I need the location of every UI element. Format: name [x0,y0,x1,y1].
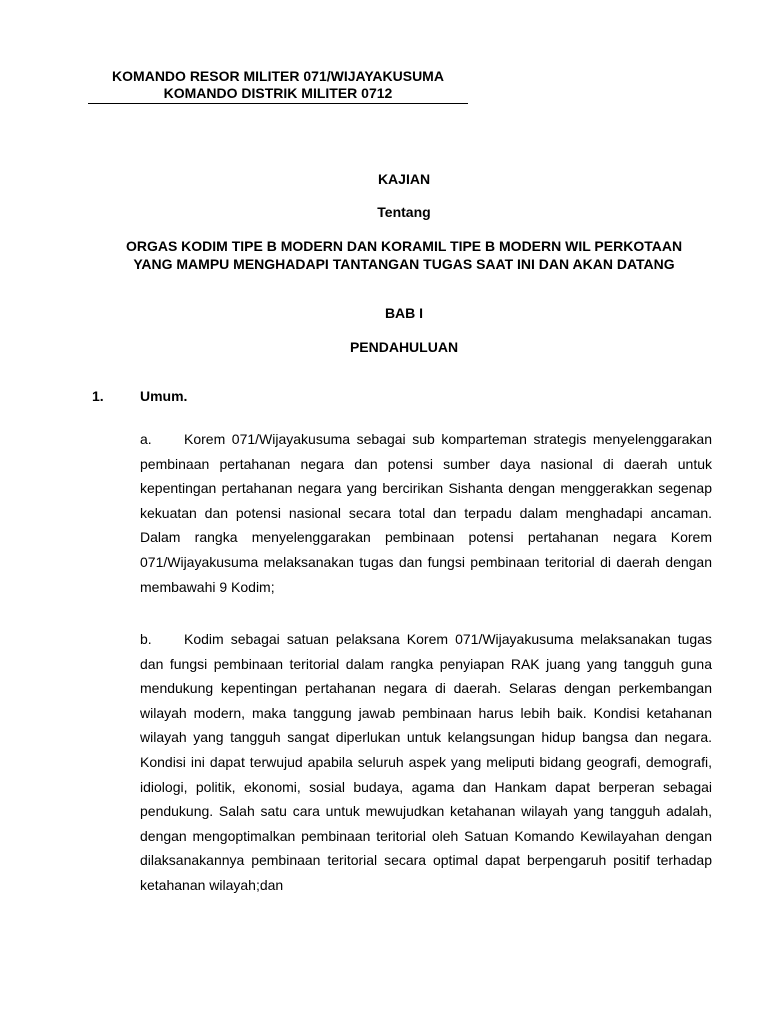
chapter-title: PENDAHULUAN [349,339,459,355]
letterhead [88,68,468,102]
paragraph-b-text: Kodim sebagai satuan pelaksana Korem 071/Wijayakusuma melaksanakan tugas dan fungsi pembinaan teritorial dalam rangka penyiapan RAK juang yang tangguh guna mendukung kepentingan pertahanan negara di daerah. Selaras dengan perkembangan wilayah modern, maka tanggung jawab pembinaan harus lebih baik. Kondisi ketahanan wilayah yang tangguh sangat diperlukan untuk kelangsungan hidup bangsa dan negara. Kondisi ini dapat terwujud apabila seluruh aspek yang meliputi bidang geografi, demografi, idiologi, politik, ekonomi, sosial budaya, agama dan Hankam dapat berperan sebagai pendukung. Salah satu cara untuk mewujudkan ketahanan wilayah yang tangguh adalah, dengan mengoptimalkan pembinaan teritorial oleh Satuan Komando Kewilayahan dengan dilaksanakannya pembinaan teritorial secara optimal dapat berpengaruh positif terhadap ketahanan wilayah;dan [140,631,712,893]
paragraph-a-marker: a. [140,431,152,447]
paragraph-b [140,627,712,898]
document-title [70,237,738,273]
document-title-line1: ORGAS KODIM TIPE B MODERN DAN KORAMIL TIPE B MODERN WIL PERKOTAAN [125,238,683,254]
letterhead-kodim: KOMANDO DISTRIK MILITER 0712 [163,85,393,101]
paragraph-a [140,427,712,599]
chapter-number: BAB I [384,305,424,321]
document-title-line2: YANG MAMPU MENGHADAPI TANTANGAN TUGAS SAAT INI DAN AKAN DATANG [133,256,675,272]
section-number: 1. [92,388,104,404]
letterhead-korem: KOMANDO RESOR MILITER 071/WIJAYAKUSUMA [112,68,444,84]
paragraph-b-marker: b. [140,631,152,647]
paragraph-a-text: Korem 071/Wijayakusuma sebagai sub komparteman strategis menyelenggarakan pembinaan pertahanan negara dan potensi sumber daya nasional di daerah untuk kepentingan pertahanan negara yang bercirikan Sishanta dengan menggerakkan segenap kekuatan dan potensi nasional secara total dan terpadu dalam menghadapi ancaman. Dalam rangka menyelenggarakan pembinaan potensi pertahanan negara Korem 071/Wijayakusuma melaksanakan tugas dan fungsi pembinaan teritorial di daerah dengan membawahi 9 Kodim; [140,431,712,595]
heading-kajian: KAJIAN [377,171,431,187]
section-title: Umum. [140,388,188,404]
letterhead-underline [88,103,468,104]
heading-tentang: Tentang [377,204,431,220]
